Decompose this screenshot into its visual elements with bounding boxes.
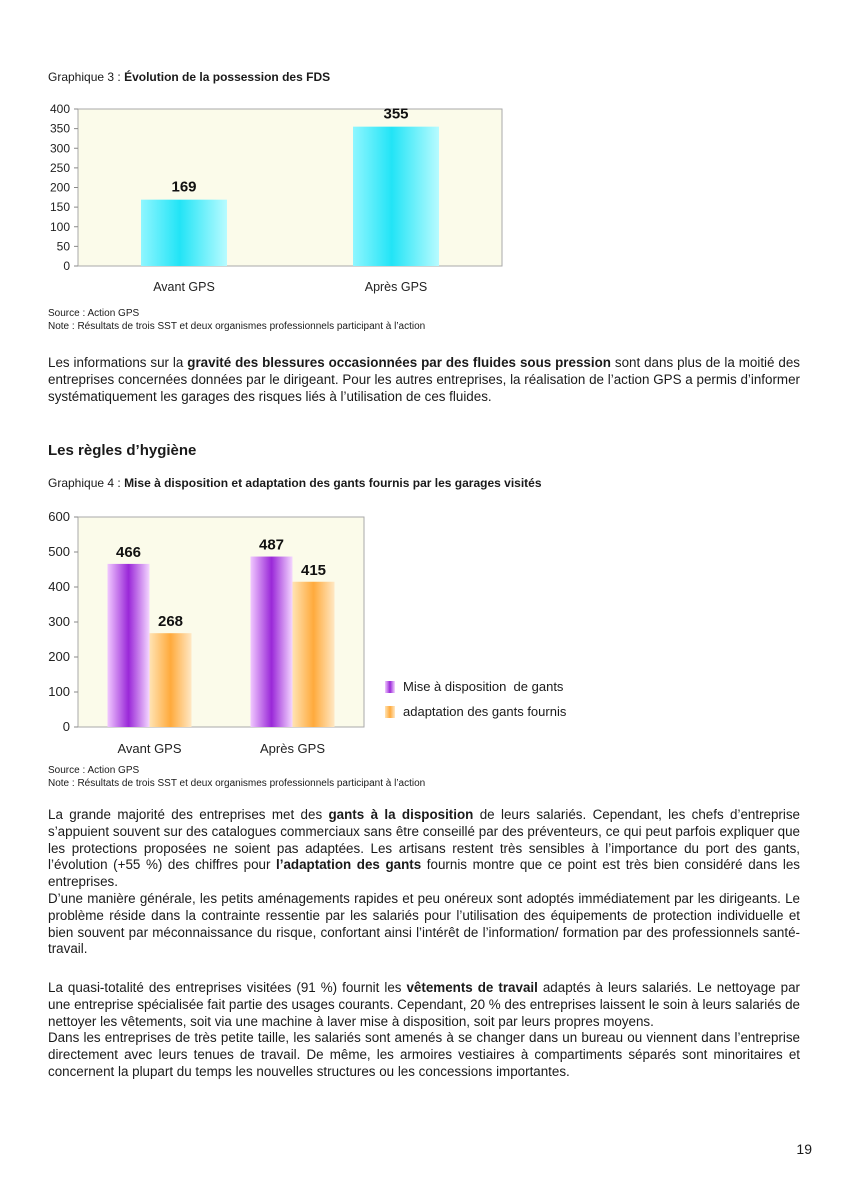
p1-t2: sont dans plus de la moitié des entreprises concernées données par le dirigeant. Pour les autres entreprises, la réalisation de l’action GPS a permis d’informer systématiquement les garages des risques liés à l’utilisation de ces fluides. bbox=[48, 355, 800, 404]
chart2-caption-prefix: Graphique 4 : bbox=[48, 476, 125, 490]
chart2 bbox=[40, 505, 370, 763]
chart2-bar bbox=[150, 633, 192, 727]
paragraph-workwear-text bbox=[48, 980, 800, 1030]
p2-t3: fournis montre que ce point est très bien considéré dans les entreprises. bbox=[48, 857, 800, 890]
p3-b1: vêtements de travail bbox=[406, 980, 538, 995]
chart2-data-label: 487 bbox=[258, 536, 285, 554]
chart2-data-label: 268 bbox=[157, 613, 184, 631]
paragraph-gloves bbox=[48, 807, 800, 958]
p3-t1: La quasi-totalité des entreprises visitées (91 %) fournit les bbox=[48, 980, 407, 995]
paragraph-gloves-text bbox=[48, 807, 800, 891]
chart2-source: Source : Action GPS bbox=[48, 765, 140, 776]
chart1-data-label: 169 bbox=[171, 178, 197, 196]
chart2-caption-title: Mise à disposition et adaptation des gants fournis par les garages visités bbox=[124, 476, 542, 490]
page-number: 19 bbox=[796, 1141, 812, 1157]
paragraph-lockers-text: Dans les entreprises de très petite taille, les salariés sont amenés à se changer dans un bureau ou viennent dans l’entreprise directement avec leurs tenues de travail. De même, les armoires vestiaires à compartiments séparés sont minoritaires et concernent la plupart du temps les nouvelles structures ou les concessions importantes. bbox=[48, 1030, 800, 1079]
chart2-caption bbox=[48, 476, 542, 490]
chart2-note: Note : Résultats de trois SST et deux organismes professionnels participant à l’action bbox=[48, 778, 426, 789]
p2-b1: gants à la disposition bbox=[328, 807, 474, 822]
chart1-bar bbox=[353, 127, 439, 266]
chart2-ytick-label: 600 bbox=[48, 509, 70, 524]
chart2-ytick-label: 400 bbox=[48, 579, 70, 594]
chart2-bar bbox=[293, 582, 335, 727]
paragraph-ppe-text: D’une manière générale, les petits aménagements rapides et peu onéreux sont adoptés immédiatement par les dirigeants. Le problème réside dans la contrainte ressentie par les salariés pour l’utilisation des équipements de protection individuelle et bien souvent par méconnaissance du risque, confortant ainsi l’intérêt de l’information/ formation par des professionnels santé-travail. bbox=[48, 890, 800, 957]
chart2-ytick-label: 200 bbox=[48, 649, 70, 664]
legend-swatch-purple bbox=[385, 681, 395, 693]
p2-b2: l’adaptation des gants bbox=[276, 857, 422, 873]
chart2-category-label: Avant GPS bbox=[117, 741, 182, 756]
chart2-ytick-label: 500 bbox=[48, 544, 70, 559]
chart1-ytick-label: 200 bbox=[49, 180, 70, 195]
chart2-ytick-label: 300 bbox=[48, 614, 70, 629]
p1-t1: Les informations sur la bbox=[48, 355, 188, 370]
chart1-ytick-label: 400 bbox=[49, 102, 70, 116]
chart2-bar bbox=[251, 557, 293, 727]
chart1-ytick-label: 350 bbox=[49, 121, 70, 136]
chart1-caption-prefix: Graphique 3 : bbox=[48, 70, 125, 84]
chart1-ytick-label: 300 bbox=[49, 141, 70, 156]
chart1-ytick-label: 250 bbox=[49, 160, 70, 175]
legend-item-gloves-provided bbox=[385, 679, 563, 694]
legend-label-gloves-adapted: adaptation des gants fournis bbox=[403, 704, 567, 719]
chart1-ytick-label: 0 bbox=[63, 259, 70, 273]
chart1-note: Note : Résultats de trois SST et deux organismes professionnels participant à l’action bbox=[48, 321, 426, 332]
chart2-bar bbox=[108, 564, 150, 727]
chart1-ytick-label: 50 bbox=[56, 239, 70, 254]
legend-label-gloves-provided: Mise à disposition de gants bbox=[403, 679, 564, 694]
p1-b1: gravité des blessures occasionnées par des fluides sous pression bbox=[187, 355, 611, 370]
paragraph-fluids-text bbox=[48, 355, 800, 405]
legend-swatch-orange bbox=[385, 706, 395, 718]
chart1 bbox=[40, 100, 510, 300]
chart2-ytick-label: 100 bbox=[48, 684, 70, 699]
chart1-caption bbox=[48, 70, 330, 84]
chart1-source: Source : Action GPS bbox=[48, 308, 140, 319]
chart1-ytick-label: 100 bbox=[49, 219, 70, 234]
paragraph-fluids bbox=[48, 355, 800, 405]
chart1-category-label: Après GPS bbox=[364, 280, 428, 294]
chart1-data-label: 355 bbox=[383, 105, 409, 123]
chart1-ytick-label: 150 bbox=[49, 200, 70, 215]
chart1-bar bbox=[141, 200, 227, 266]
p2-t1: La grande majorité des entreprises met des bbox=[48, 807, 329, 822]
chart2-data-label: 466 bbox=[115, 543, 142, 561]
chart1-category-label: Avant GPS bbox=[153, 280, 215, 294]
p2-t2: de leurs salariés. Cependant, les chefs d’entreprise s’appuient souvent sur des catalogues commerciaux sans être conseillé par des préventeurs, ce qui peut parfois expliquer que les protections proposées ne soient pas adaptées. Les artisans restent très sensibles à l’importance du port des gants, l’évolution (+55 %) des chiffres pour bbox=[48, 807, 800, 873]
chart2-data-label: 415 bbox=[300, 561, 327, 579]
legend-item-gloves-adapted bbox=[385, 704, 566, 719]
chart1-caption-title: Évolution de la possession des FDS bbox=[124, 70, 331, 84]
section-title: Les règles d’hygiène bbox=[48, 442, 197, 459]
paragraph-workwear bbox=[48, 980, 800, 1081]
p3-t2: adaptés à leurs salariés. Le nettoyage par une entreprise spécialisée fait partie des usages courants. Cependant, 20 % des entreprises laissent le soin à leurs salariés de nettoyer les vêtements, soit via une machine à laver mise à disposition, soit par leurs propres moyens. bbox=[48, 980, 800, 1029]
chart2-category-label: Après GPS bbox=[259, 741, 326, 756]
chart2-ytick-label: 0 bbox=[62, 719, 70, 734]
